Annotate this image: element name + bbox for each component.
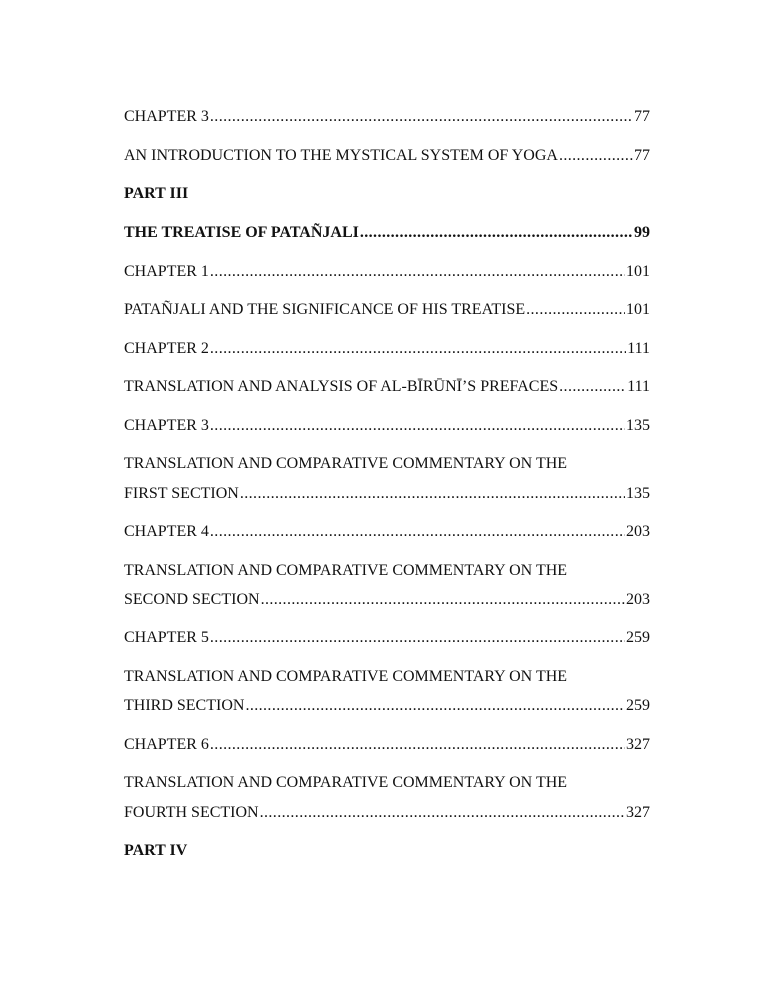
dot-leader xyxy=(260,801,625,825)
part-heading: PART IV xyxy=(124,842,188,859)
dot-leader xyxy=(559,375,626,399)
toc-entry-title: CHAPTER 4 xyxy=(124,523,209,540)
dot-leader xyxy=(210,337,626,361)
toc-entry-title: CHAPTER 3 xyxy=(124,417,209,434)
part-heading: PART III xyxy=(124,185,189,202)
toc-entry-fourth-section-line2[interactable] xyxy=(124,801,650,825)
dot-leader xyxy=(559,144,633,168)
toc-page-number: 259 xyxy=(626,697,650,714)
toc-page-number: 99 xyxy=(634,224,650,241)
toc-entry-first-section-line1[interactable] xyxy=(124,452,650,476)
dot-leader xyxy=(261,588,625,612)
toc-page-number: 101 xyxy=(626,263,650,280)
toc-entry-chapter-5[interactable] xyxy=(124,626,650,650)
toc-page-number: 111 xyxy=(627,378,650,395)
toc-entry-title: TRANSLATION AND COMPARATIVE COMMENTARY ON THE xyxy=(124,455,568,472)
toc-entry-treatise-of-patanjali[interactable] xyxy=(124,221,650,245)
toc-entry-fourth-section-line1[interactable] xyxy=(124,771,650,795)
toc-page-number: 135 xyxy=(626,485,650,502)
dot-leader xyxy=(210,105,633,129)
dot-leader xyxy=(245,694,625,718)
toc-entry-title: CHAPTER 3 xyxy=(124,108,209,125)
toc-entry-chapter-3[interactable] xyxy=(124,105,650,129)
toc-page-number: 77 xyxy=(634,108,650,125)
toc-entry-title-continued: SECOND SECTION xyxy=(124,591,260,608)
toc-page-number: 327 xyxy=(626,804,650,821)
toc-entry-second-section-line1[interactable] xyxy=(124,559,650,583)
toc-entry-first-section-line2[interactable] xyxy=(124,482,650,506)
dot-leader xyxy=(210,520,625,544)
dot-leader xyxy=(360,221,633,245)
toc-entry-chapter-4[interactable] xyxy=(124,520,650,544)
dot-leader xyxy=(526,298,625,322)
dot-leader xyxy=(210,733,625,757)
toc-entry-chapter-2[interactable] xyxy=(124,337,650,361)
toc-entry-chapter-1[interactable] xyxy=(124,260,650,284)
toc-part-heading-part-iii xyxy=(124,182,650,206)
toc-entry-second-section-line2[interactable] xyxy=(124,588,650,612)
toc-entry-title-continued: THIRD SECTION xyxy=(124,697,245,714)
toc-page-number: 327 xyxy=(626,736,650,753)
toc-page-number: 259 xyxy=(626,629,650,646)
toc-page-number: 77 xyxy=(634,147,650,164)
toc-page-number: 111 xyxy=(627,340,650,357)
toc-entry-title: TRANSLATION AND COMPARATIVE COMMENTARY ON THE xyxy=(124,562,568,579)
toc-page-number: 203 xyxy=(626,523,650,540)
toc-entry-title-continued: FIRST SECTION xyxy=(124,485,239,502)
dot-leader xyxy=(210,626,625,650)
dot-leader xyxy=(210,260,625,284)
toc-entry-title: CHAPTER 1 xyxy=(124,263,209,280)
toc-part-heading-part-iv xyxy=(124,839,650,863)
toc-entry-title: TRANSLATION AND COMPARATIVE COMMENTARY ON THE xyxy=(124,668,568,685)
dot-leader xyxy=(210,414,625,438)
toc-entry-introduction-to-yoga[interactable] xyxy=(124,144,650,168)
toc-page-number: 203 xyxy=(626,591,650,608)
toc-entry-title: CHAPTER 2 xyxy=(124,340,209,357)
toc-entry-title: CHAPTER 5 xyxy=(124,629,209,646)
toc-entry-title: AN INTRODUCTION TO THE MYSTICAL SYSTEM OF YOGA xyxy=(124,147,558,164)
toc-entry-title: TRANSLATION AND ANALYSIS OF AL-BĪRŪNĪ’S PREFACES xyxy=(124,378,559,395)
toc-entry-title: TRANSLATION AND COMPARATIVE COMMENTARY ON THE xyxy=(124,774,568,791)
toc-entry-prefaces-translation[interactable] xyxy=(124,375,650,399)
dot-leader xyxy=(240,482,625,506)
toc-entry-title-continued: FOURTH SECTION xyxy=(124,804,259,821)
toc-entry-third-section-line2[interactable] xyxy=(124,694,650,718)
toc-entry-chapter-6[interactable] xyxy=(124,733,650,757)
toc-page-number: 101 xyxy=(626,301,650,318)
toc-entry-chapter-3-part-iii[interactable] xyxy=(124,414,650,438)
toc-entry-title: PATAÑJALI AND THE SIGNIFICANCE OF HIS TREATISE xyxy=(124,301,526,318)
toc-page-number: 135 xyxy=(626,417,650,434)
toc-entry-title: CHAPTER 6 xyxy=(124,736,209,753)
toc-entry-title: THE TREATISE OF PATAÑJALI xyxy=(124,224,359,241)
toc-entry-third-section-line1[interactable] xyxy=(124,665,650,689)
toc-entry-patanjali-significance[interactable] xyxy=(124,298,650,322)
